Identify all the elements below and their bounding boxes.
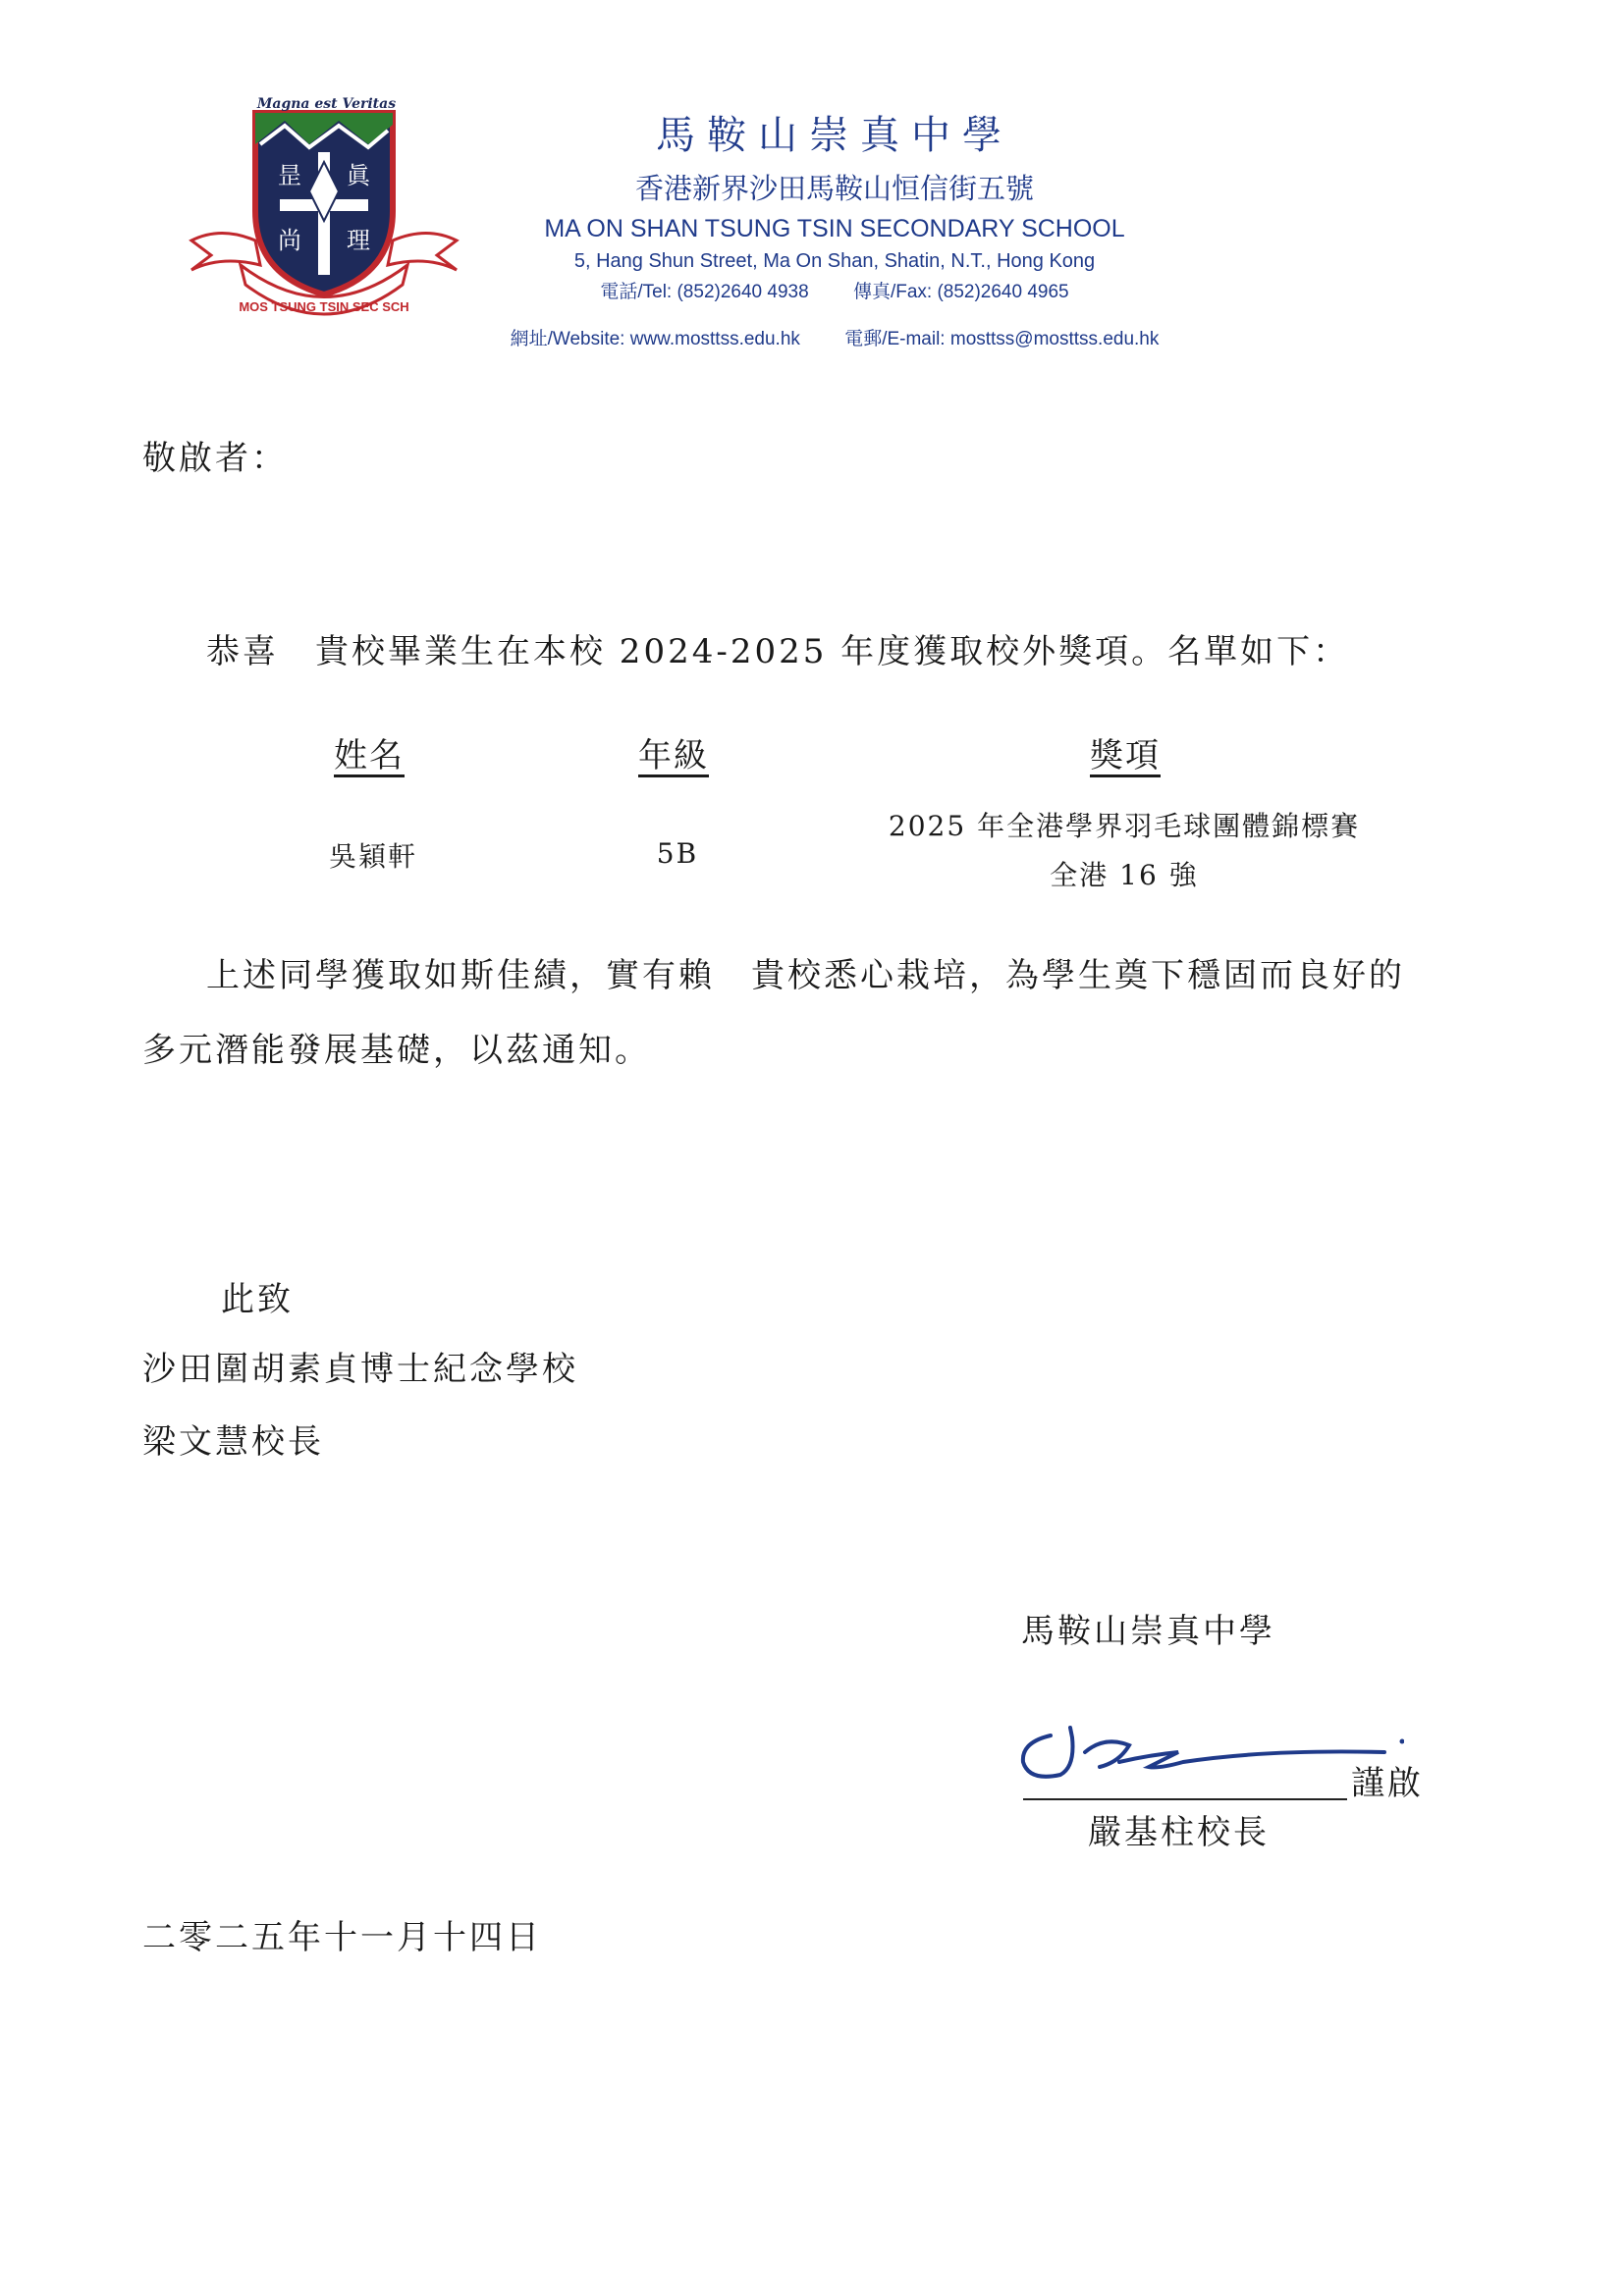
intro-paragraph: 恭喜 貴校畢業生在本校 2024-2025 年度獲取校外獎項。名單如下： (206, 632, 1350, 671)
respectfully-closing: 謹啟 (1351, 1764, 1424, 1803)
crest-char-2: 眞 (347, 162, 370, 189)
handwritten-signature (1011, 1708, 1404, 1796)
award-row-grade: 5B (656, 837, 699, 870)
body-line-2: 多元潛能發展基礎，以茲通知。 (142, 1031, 651, 1070)
crest-char-1: 昰 (278, 162, 301, 189)
letter-date: 二零二五年十一月十四日 (142, 1918, 542, 1957)
school-website: 網址/Website: www.mosttss.edu.hk (510, 329, 800, 349)
school-info (481, 108, 1188, 308)
school-name-en: MA ON SHAN TSUNG TSIN SECONDARY SCHOOL (544, 215, 1125, 242)
award-row-award-line2: 全港 16 強 (1050, 859, 1199, 891)
school-tel: 電話/Tel: (852)2640 4938 (600, 282, 809, 302)
school-crest-logo (182, 93, 466, 329)
column-header-award: 獎項 (1090, 736, 1161, 775)
school-name-zh: 馬鞍山崇真中學 (656, 113, 1013, 158)
body-line-1: 上述同學獲取如斯佳績，實有賴 貴校悉心栽培，為學生奠下穩固而良好的 (206, 956, 1405, 995)
school-address-en: 5, Hang Shun Street, Ma On Shan, Shatin, N.T., Hong Kong (573, 250, 1096, 272)
school-address-zh: 香港新界沙田馬鞍山恒信街五號 (634, 172, 1034, 205)
phone-fax-line (481, 277, 1188, 308)
signature-line (1023, 1798, 1347, 1800)
award-row-award-line1: 2025 年全港學界羽毛球團體錦標賽 (888, 810, 1361, 842)
recipient-school: 沙田圍胡素貞博士紀念學校 (142, 1350, 578, 1389)
crest-ribbon-text: MOS TSUNG TSIN SEC SCH (239, 299, 409, 314)
school-motto: Magna est Veritas (256, 96, 397, 112)
web-email-line (481, 324, 1188, 355)
recipient-name: 梁文慧校長 (142, 1422, 324, 1462)
letterhead (0, 0, 1624, 373)
signer-name: 嚴基柱校長 (1088, 1813, 1270, 1852)
crest-char-3: 尚 (278, 227, 301, 254)
school-email: 電郵/E-mail: mosttss@mosttss.edu.hk (844, 329, 1160, 349)
salutation: 敬啟者： (142, 439, 288, 478)
sender-school: 馬鞍山崇真中學 (1021, 1612, 1275, 1651)
school-fax: 傳真/Fax: (852)2640 4965 (852, 282, 1069, 302)
closing: 此致 (221, 1280, 294, 1319)
column-header-name: 姓名 (334, 736, 405, 775)
column-header-grade: 年級 (638, 736, 709, 775)
crest-char-4: 理 (347, 227, 370, 254)
award-row-name: 吳穎軒 (328, 840, 417, 873)
